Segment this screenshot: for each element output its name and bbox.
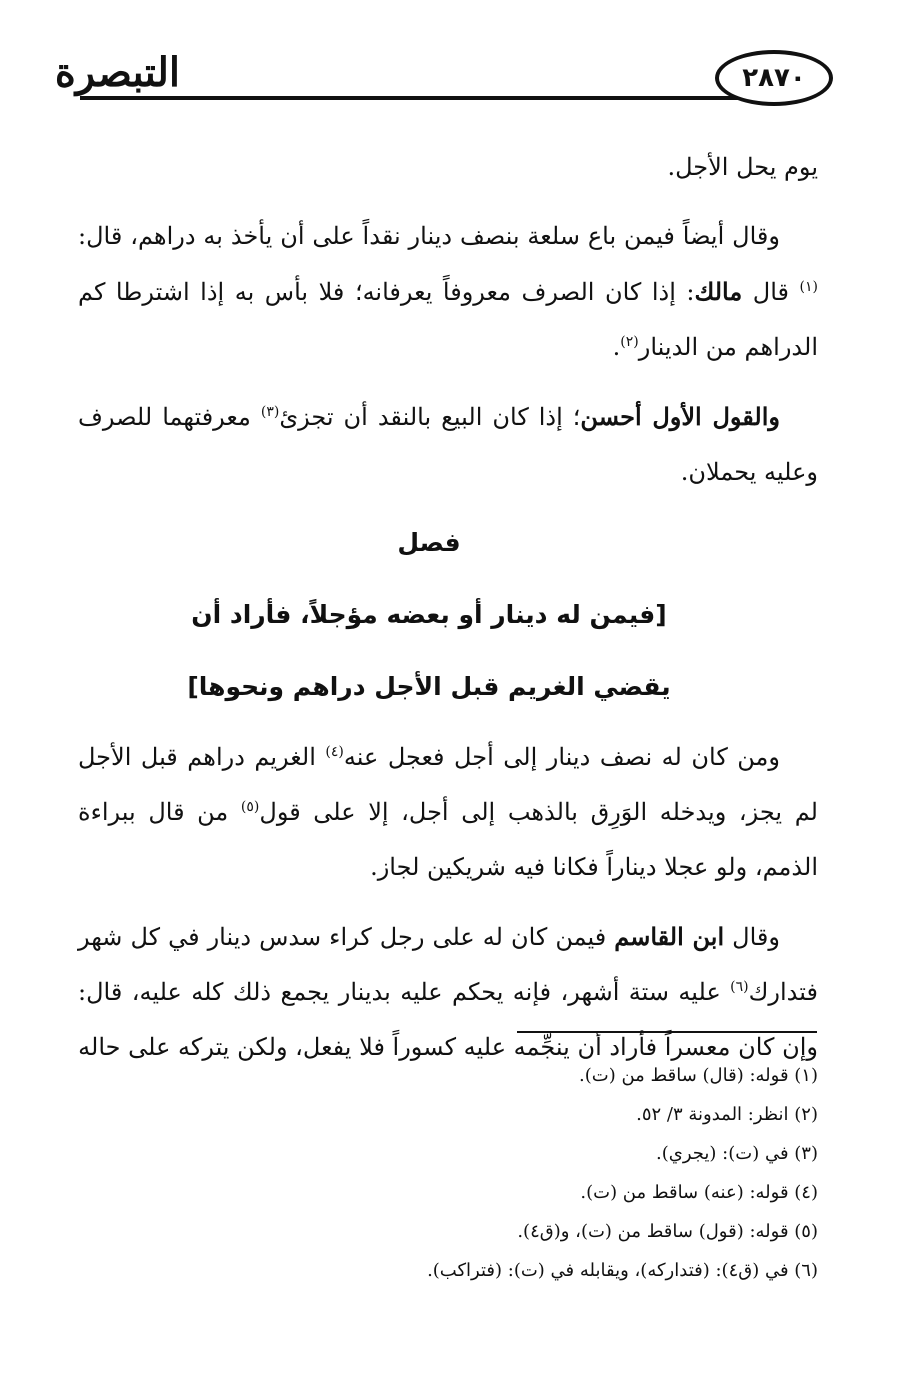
paragraph-3-text-b: معرفتهما للصرف وعليه يحملان. [78,403,818,486]
footnote-ref-2: (٢) [620,334,639,350]
paragraph-1-text: يوم يحل الأجل. [667,153,818,181]
name-ibn-al-qasim: ابن القاسم [614,922,725,951]
paragraph-2-text-c: : إذا كان الصرف معروفاً يعرفانه؛ فلا بأس به إذا اشترطا كم الدراهم من الدينار [78,278,818,361]
paragraph-5-text-a: وقال [724,923,780,951]
section-subheading-line-2: يقضي الغريم قبل الأجل دراهم ونحوها] [187,672,671,701]
paragraph-4-text-b: الغريم دراهم قبل الأجل لم يجز، ويدخله الوَرِق بالذهب إلى أجل، إلا على قول [78,743,818,826]
footnote-separator [517,1031,817,1033]
book-title-logo: التبصرة [54,49,180,96]
footnote-ref-6: (٦) [730,979,749,995]
footnotes [78,1056,818,1290]
footnote-ref-5: (٥) [240,799,260,815]
paragraph-5-text-c: عليه ستة أشهر، فإنه يحكم عليه بدينار يجمع ذلك كله عليه، قال: وإن كان معسراً فأراد أن ينجِّمه عليه كسوراً فلا يفعل، ولكن يتركه على حاله [78,978,818,1061]
section-heading: فصل [397,528,461,557]
footnote-1: (١) قوله: (قال) ساقط من (ت). [579,1065,818,1086]
paragraph-2-text-b: قال [742,278,800,306]
name-malik: مالك [694,277,743,306]
footnote-ref-4: (٤) [325,744,344,760]
page-number: ٢٨٧٠ [715,50,833,106]
paragraph-2 [78,209,818,375]
footnote-3: (٣) في (ت): (يجري). [656,1143,818,1164]
paragraph-4-text-a: ومن كان له نصف دينار إلى أجل فعجل عنه [343,743,780,771]
paragraph-3 [78,389,818,500]
main-text [78,140,818,1089]
section-subheading-line-1: [فيمن له دينار أو بعضه مؤجلاً، فأراد أن [191,600,667,629]
footnote-4: (٤) قوله: (عنه) ساقط من (ت). [580,1182,818,1203]
paragraph-1 [78,140,818,195]
footnote-5: (٥) قوله: (قول) ساقط من (ت)، و(ق٤). [517,1221,818,1242]
paragraph-4-text-c: من قال ببراءة الذمم، ولو عجلا ديناراً فكانا فيه شريكين لجاز. [78,798,818,881]
paragraph-5 [78,909,818,1075]
paragraph-2-text-d: . [612,333,621,361]
footnote-2: (٢) انظر: المدونة ٣/ ٥٢. [636,1104,818,1125]
paragraph-2-text-a: وقال أيضاً فيمن باع سلعة بنصف دينار نقداً على أن يأخذ به دراهم، قال: [78,222,780,250]
footnote-ref-1: (١) [799,279,818,295]
paragraph-3-text-a: ؛ إذا كان البيع بالنقد أن تجزئ [279,403,581,431]
header-rule [80,96,750,100]
footnote-ref-3: (٣) [260,404,280,420]
paragraph-5-text-b: فيمن كان له على رجل كراء سدس دينار في كل شهر فتدارك [78,923,818,1006]
footnote-6: (٦) في (ق٤): (فتداركه)، ويقابله في (ت): (فتراكب). [427,1260,818,1281]
paragraph-4 [78,730,818,895]
paragraph-3-bold: والقول الأول أحسن [580,402,781,431]
